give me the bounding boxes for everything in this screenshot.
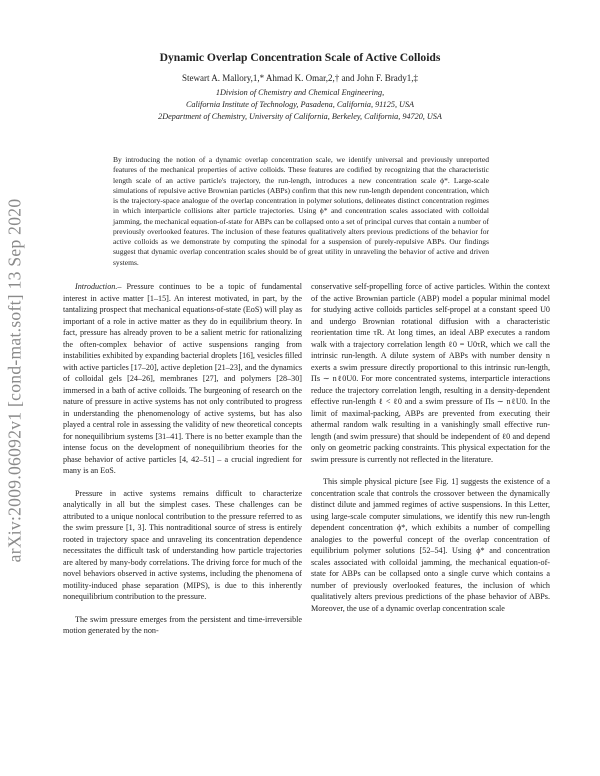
affiliation-line: 2Department of Chemistry, University of California, Berkeley, California, 94720, USA [158, 112, 442, 121]
paper-title: Dynamic Overlap Concentration Scale of Active Colloids [159, 51, 441, 64]
affiliation-line: California Institute of Technology, Pasadena, California, 91125, USA [185, 100, 415, 109]
intro-paragraph [63, 281, 302, 477]
paragraph-text: Pressure continues to be a topic of fundamental interest in active matter [1–15]. An interest motivated, in part, by the tantalizing prospect that mechanical equations-of-state (EoS) will play as important of a role in active matter as they do in equilibrium theory. In fact, pressure has already proven to be a salient metric for rationalizing the often-complex behavior of active suspensions ranging from instabilities exhibited by expanding bacterial droplets [16], vesicles filled with active particles [17–20], active depletion [21–23], and the dynamics of colloidal gels [24–26], membranes [27], and polymers [28–30] immersed in a bath of active colloids. The burgeoning of research on the nature of pressure in active systems has not only contributed to progress in understanding the phenomenology of active systems, but has also played a central role in assessing the validity of new theoretical concepts for nonequilibrium systems [31–41]. There is no better example than the intense focus on the development of nonequilibrium theories for the phase behavior of active particles [4, 42–51] – a crucial ingredient for many is an EoS. [63, 282, 302, 475]
affiliations [60, 87, 540, 123]
abstract: By introducing the notion of a dynamic overlap concentration scale, we identify universal and previously unreported features of the mechanical properties of active colloids. These features are codified by recognizing that the characteristic length scale of an active particle's trajectory, the run-length, introduces a new concentration scale ϕ*. Large-scale simulations of repulsive active Brownian particles (ABPs) confirm that this new run-length dependent concentration, which is the trajectory-space analogue of the overlap concentration in polymer solutions, delineates distinct concentration regimes in which interparticle collisions alter particle trajectories. Using ϕ* and concentration scales associated with colloidal jamming, the mechanical equation-of-state for ABPs can be collapsed onto a set of principal curves that contain a number of previously overlooked features. The inclusion of these features qualitatively alters previous predictions of the behavior for active colloids as we demonstrate by computing the spinodal for a suspension of purely-repulsive ABPs. Our findings suggest that dynamic overlap concentration scales should be of great utility in unraveling the behavior of active and driven systems. [113, 155, 489, 267]
author-list: Stewart A. Mallory,1,* Ahmad K. Omar,2,† and John F. Brady1,‡ [181, 73, 419, 83]
left-column [63, 281, 302, 648]
section-runin-heading: Introduction.– [75, 282, 122, 291]
body-paragraph: This simple physical picture [see Fig. 1] suggests the existence of a concentration scale that controls the crossover between the dynamically distinct dilute and jammed regimes of active suspensions. In this Letter, using large-scale computer simulations, we identify this new run-length dependent concentration ϕ*, which exhibits a number of compelling analogies to the powerful concept of the overlap concentration of equilibrium polymer solutions [52–54]. Using ϕ* and concentration scales associated with colloidal jamming, the mechanical equation-of-state for ABPs can be collapsed onto a single curve which contains a number of previously overlooked features, the inclusion of which qualitatively alters previous predictions of the phase behavior of ABPs. Moreover, the use of a dynamic overlap concentration scale [311, 477, 550, 613]
body-paragraph: Pressure in active systems remains difficult to characterize analytically in all but the simplest cases. These challenges can be attributed to a unique nonlocal contribution to the pressure referred to as the swim pressure [1, 3]. This nontraditional source of stress is entirely rooted in trajectory space and unraveling its concentration dependence necessitates the difficult task of understanding how particle trajectories are altered by many-body correlations. The driving force for much of the novel behaviors observed in active systems, including the phenomena of motility-induced phase separation (MIPS), is due to this inherently nonequilibrium contribution to the pressure. [63, 488, 302, 601]
body-paragraph: conservative self-propelling force of active particles. Within the context of the active Brownian particle (ABP) model a popular minimal model for studying active colloids particles self-propel at a constant speed U0 and undergo Brownian rotational diffusion with a characteristic reorientation time τR. At long times, an ideal ABP executes a random walk with a trajectory correlation length ℓ0 = U0τR, which we call the intrinsic run-length. A dilute system of ABPs with number density n exerts a swim pressure directly proportional to this intrinsic run-length, Πs ∼ nℓ0U0. For more concentrated systems, interparticle interactions reduce the trajectory correlation length, resulting in a density-dependent effective run-length ℓ < ℓ0 and a swim pressure of Πs ∼ nℓU0. In the limit of maximal-packing, ABPs are prevented from executing their athermal random walk resulting in a vanishingly small effective run-length (and swim pressure) that should be independent of ℓ0 and depend only on geometric packing constraints. This physical expectation for the swim pressure is currently not reflected in the literature. [311, 282, 550, 464]
affiliation-line: 1Division of Chemistry and Chemical Engineering, [215, 88, 385, 97]
arxiv-identifier [0, 170, 30, 590]
body-paragraph: The swim pressure emerges from the persistent and time-irreversible motion generated by the non- [63, 614, 302, 635]
arxiv-id-text: arXiv:2009.06092v1 [cond-mat.soft] 13 Sep 2020 [4, 198, 25, 562]
right-column [311, 281, 550, 625]
